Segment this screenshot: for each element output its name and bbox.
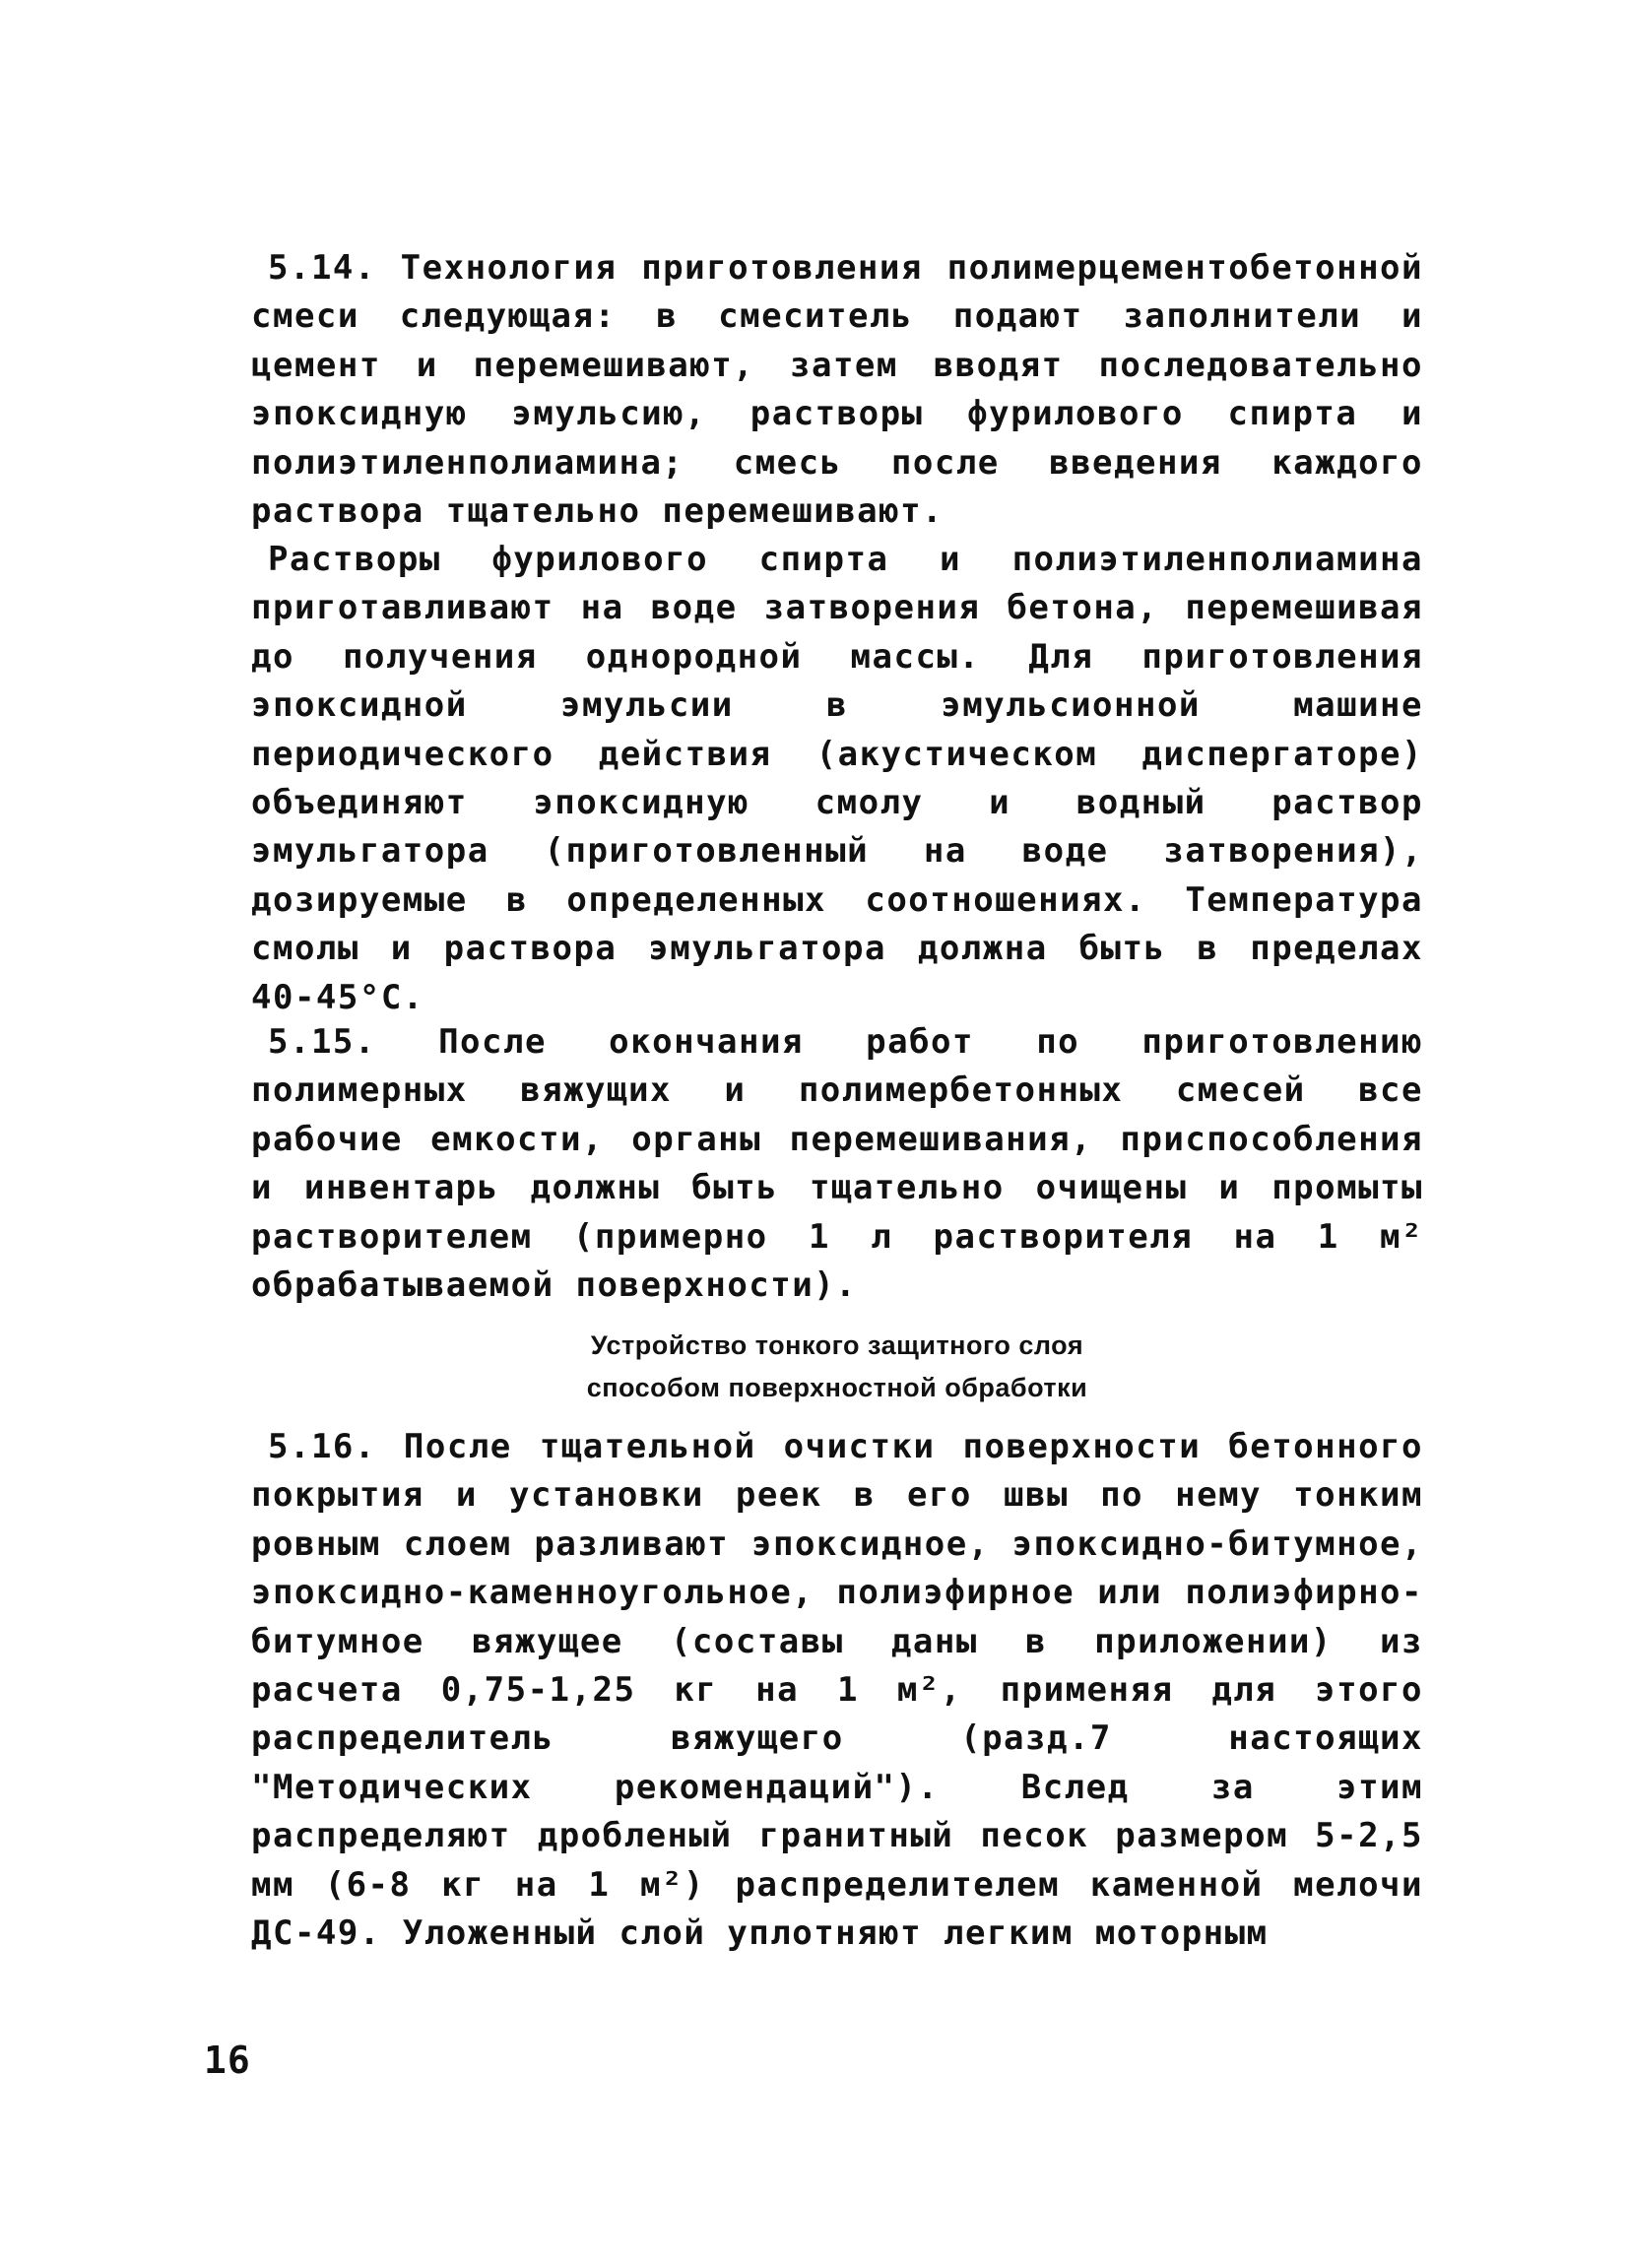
paragraph-5-16: 5.16. После тщательной очистки поверхности бетонного покрытия и установки реек в его швы по нему тонким ровным слоем разливают эпоксидное, эпоксидно-битумное, эпоксидно-каменноугольное, полиэфирное или полиэфирно-битумное вяжущее (составы даны в приложении) из расчета 0,75-1,25 кг на 1 м², применяя для этого распределитель вяжущего (разд.7 настоящих "Методических рекомендаций"). Вслед за этим распределяют дробленый гранитный песок размером 5-2,5 мм (6-8 кг на 1 м²) распределителем каменной мелочи ДС-49. Уложенный слой уплотняют легким моторным [251,1427,1423,1954]
paragraph-5-14: 5.14. Технология приготовления полимерцементобетонной смеси следующая: в смеситель подают заполнители и цемент и перемешивают, затем вводят последовательно эпоксидную эмульсию, растворы фурилового спирта и полиэтиленполиамина; смесь после введения каждого раствора тщательно перемешивают. [251,248,1423,532]
paragraph-5-14-continued: Растворы фурилового спирта и полиэтиленполиамина приготавливают на воде затворения бетона, перемешивая до получения однородной массы. Для приготовления эпоксидной эмульсии в эмульсионной машине периодического действия (акустическом диспергаторе) объединяют эпоксидную смолу и водный раствор эмульгатора (приготовленный на воде затворения), дозируемые в определенных соотношениях. Температура смолы и раствора эмульгатора должна быть в пределах 40-45°С. [251,540,1423,1017]
section-heading-line-1: Устройство тонкого защитного слоя [590,1330,1084,1360]
page-number: 16 [204,2039,251,2082]
paragraph-5-15: 5.15. После окончания работ по приготовлению полимерных вяжущих и полимербетонных смесей все рабочие емкости, органы перемешивания, приспособления и инвентарь должны быть тщательно очищены и промыты растворителем (примерно 1 л растворителя на 1 м² обрабатываемой поверхности). [251,1022,1423,1306]
section-heading [251,1325,1423,1409]
section-heading-line-2: способом поверхностной обработки [586,1373,1088,1402]
